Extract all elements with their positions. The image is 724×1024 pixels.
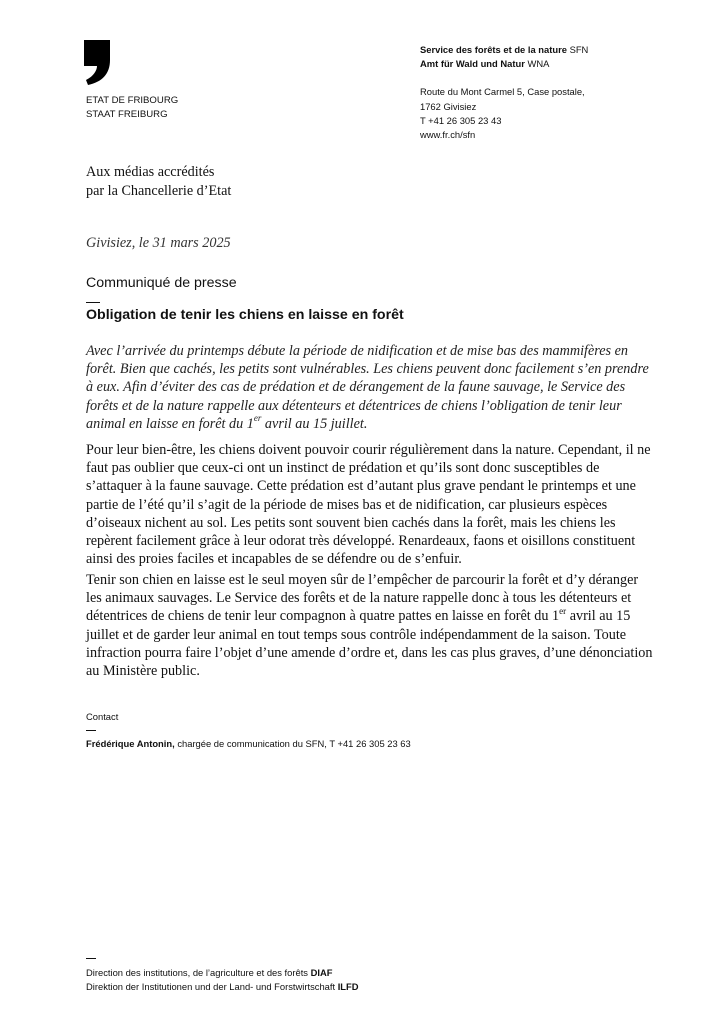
contact-details: Frédérique Antonin, chargée de communication du SFN, T +41 26 305 23 63 — [86, 738, 411, 749]
lead-paragraph: Avec l’arrivée du printemps débute la période de nidification et de mise bas des mammifères en forêt. Bien que cachés, les petits sont vulnérables. Les chiens peuvent donc facilement s’en prendre à eux. Afin d’éviter des cas de prédation et de dérangement de la faune sauvage, le Service des forêts et de la nature rappelle aux détenteurs et détentrices de chiens l’obligation de tenir leur animal en laisse en forêt du 1er avril au 15 juillet. — [86, 343, 649, 432]
footer-line-de: Direktion der Institutionen und der Land- und Forstwirtschaft ILFD — [86, 981, 359, 993]
address-street: Route du Mont Carmel 5, Case postale, — [420, 86, 585, 98]
service-name-fr: Service des forêts et de la nature SFN — [420, 44, 589, 55]
website-link[interactable]: www.fr.ch/sfn — [420, 129, 476, 141]
footer-directorate — [86, 966, 359, 994]
title-divider — [86, 302, 100, 303]
contact-label: Contact — [86, 711, 119, 722]
service-name-de: Amt für Wald und Natur WNA — [420, 58, 550, 70]
contact-divider — [86, 730, 96, 731]
footer-line-fr: Direction des institutions, de l’agriculture et des forêts DIAF — [86, 967, 333, 978]
document-type: Communiqué de presse — [86, 275, 237, 291]
sender-address-block — [420, 43, 588, 142]
address-city: 1762 Givisiez — [420, 100, 477, 112]
org-name-fr: ETAT DE FRIBOURG — [86, 95, 179, 106]
footer-divider — [86, 958, 96, 959]
press-release-headline: Obligation de tenir les chiens en laisse en forêt — [86, 307, 404, 323]
phone-number: T +41 26 305 23 43 — [420, 114, 502, 126]
canton-fribourg-logo-icon — [84, 40, 114, 86]
recipient-line-1: Aux médias accrédités — [86, 164, 215, 180]
organization-name — [86, 94, 178, 122]
body-paragraph-2: Tenir son chien en laisse est le seul moyen sûr de l’empêcher de parcourir la forêt et d’y déranger les animaux sauvages. Le Service des forêts et de la nature rappelle donc à tous les détenteurs et détentrices de chiens de tenir leur compagnon à quatre pattes en laisse en forêt du 1er avril au 15 juillet et de garder leur animal en tout temps sous contrôle indépendamment de la saison. Toute infraction pourra faire l’objet d’une amende d’ordre et, dans les cas plus graves, d’une dénonciation au Ministère public. — [86, 572, 653, 680]
org-name-de: STAAT FREIBURG — [86, 109, 168, 120]
recipient-block — [86, 163, 231, 201]
recipient-line-2: par la Chancellerie d’Etat — [86, 183, 232, 199]
dateline: Givisiez, le 31 mars 2025 — [86, 235, 231, 251]
body-paragraph-1: Pour leur bien-être, les chiens doivent pouvoir courir régulièrement dans la nature. Cependant, il ne faut pas oublier que ceux-ci ont un instinct de prédation et qu’ils sont donc susceptibles de s’attaquer à la faune sauvage. Cette prédation est d’autant plus grave pendant le printemps et une partie de l’été qu’il s’agit de la période de mises bas et de nidification, car plusieurs espèces d’oiseaux nichent au sol. Les petits sont souvent bien cachés dans la forêt, mais les chiens les repèrent facilement grâce à leur odorat très développé. Renardeaux, faons et oisillons constituent ainsi des proies faciles et incapables de se défendre ou de s’enfuir. — [86, 442, 651, 568]
